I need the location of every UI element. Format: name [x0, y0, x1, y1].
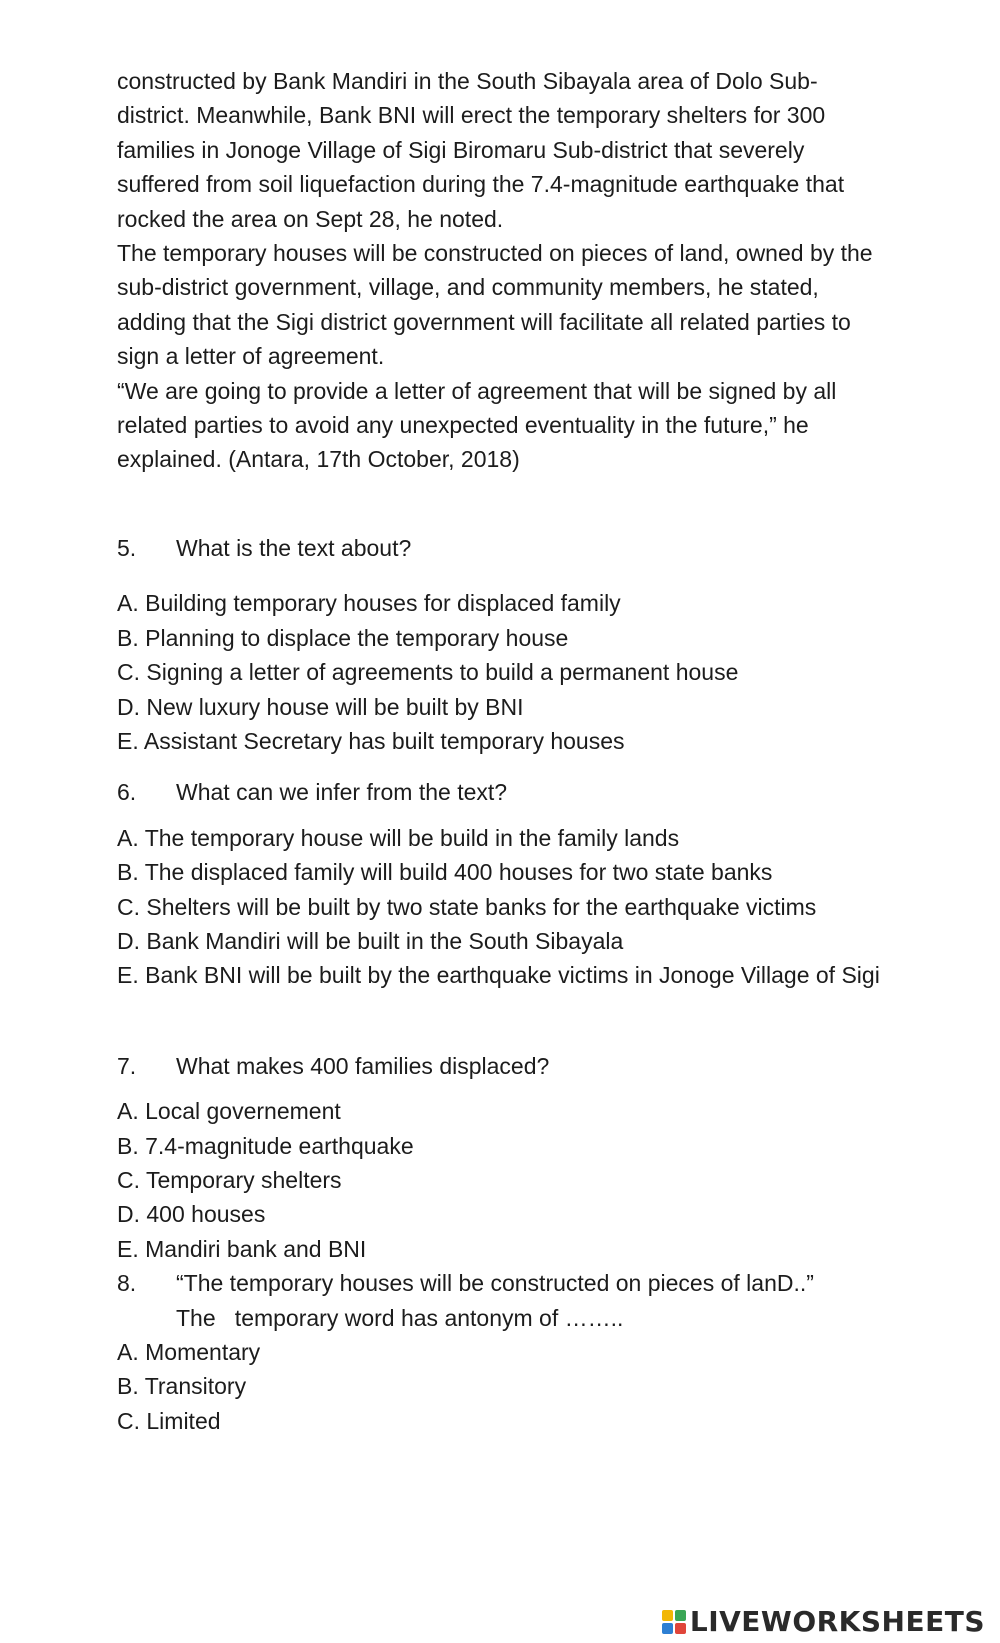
- question-quote: “The temporary houses will be constructed on pieces of lanD..”: [176, 1270, 814, 1297]
- question-8: [117, 1266, 887, 1438]
- passage-paragraph-1: constructed by Bank Mandiri in the South Sibayala area of Dolo Sub-district. Meanwhile, Bank BNI will erect the temporary shelters for 300 families in Jonoge Village of Sigi Biromaru Sub-district that severely suffered from soil liquefaction during the 7.4-magnitude earthquake that rocked the area on Sept 28, he noted.: [117, 68, 845, 232]
- question-8-options: [117, 1335, 887, 1438]
- question-text: The temporary word has antonym of ……..: [176, 1304, 624, 1331]
- option-5e[interactable]: E. Assistant Secretary has built temporary houses: [117, 727, 625, 754]
- logo-square-2: [675, 1610, 686, 1621]
- worksheet-page: [117, 64, 887, 1438]
- question-7-options: [117, 1094, 887, 1266]
- question-number: 5.: [117, 534, 137, 561]
- option-8c[interactable]: C. Limited: [117, 1407, 221, 1434]
- question-text: What can we infer from the text?: [176, 779, 508, 806]
- question-text: What is the text about?: [176, 534, 412, 561]
- question-number: 7.: [117, 1052, 137, 1079]
- option-5b[interactable]: B. Planning to displace the temporary house: [117, 624, 569, 651]
- option-6b[interactable]: B. The displaced family will build 400 houses for two state banks: [117, 859, 773, 886]
- option-7a[interactable]: A. Local governement: [117, 1098, 341, 1125]
- question-5-options: [117, 586, 887, 758]
- question-7-stem: [117, 1049, 887, 1083]
- question-text: What makes 400 families displaced?: [176, 1052, 550, 1079]
- option-7e[interactable]: E. Mandiri bank and BNI: [117, 1235, 367, 1262]
- logo-text: LIVEWORKSHEETS: [689, 1605, 985, 1638]
- option-8b[interactable]: B. Transitory: [117, 1373, 247, 1400]
- option-6d[interactable]: D. Bank Mandiri will be built in the South Sibayala: [117, 927, 624, 954]
- option-5a[interactable]: A. Building temporary houses for displaced family: [117, 590, 621, 617]
- question-number: 8.: [117, 1270, 137, 1297]
- question-5-stem: [117, 531, 887, 565]
- question-8-stem: [117, 1266, 887, 1335]
- question-number: 6.: [117, 779, 137, 806]
- liveworksheets-logo-icon: [662, 1610, 686, 1634]
- option-7d[interactable]: D. 400 houses: [117, 1201, 266, 1228]
- option-6e[interactable]: E. Bank BNI will be built by the earthquake victims in Jonoge Village of Sigi: [117, 962, 880, 989]
- reading-passage: [117, 64, 887, 477]
- question-6-options: [117, 821, 887, 993]
- logo-square-4: [675, 1623, 686, 1634]
- logo-square-3: [662, 1623, 673, 1634]
- question-6-stem: [117, 775, 887, 809]
- option-6c[interactable]: C. Shelters will be built by two state banks for the earthquake victims: [117, 893, 817, 920]
- logo-square-1: [662, 1610, 673, 1621]
- option-8a[interactable]: A. Momentary: [117, 1339, 261, 1365]
- passage-paragraph-3: “We are going to provide a letter of agreement that will be signed by all related parties to avoid any unexpected eventuality in the future,” he explained. (Antara, 17th October, 2018): [117, 377, 837, 473]
- option-5c[interactable]: C. Signing a letter of agreements to build a permanent house: [117, 659, 739, 686]
- option-7b[interactable]: B. 7.4-magnitude earthquake: [117, 1132, 414, 1159]
- question-6: [117, 775, 887, 992]
- option-7c[interactable]: C. Temporary shelters: [117, 1166, 342, 1193]
- passage-paragraph-2: The temporary houses will be constructed on pieces of land, owned by the sub-district government, village, and community members, he stated, adding that the Sigi district government will facilitate all related parties to sign a letter of agreement.: [117, 240, 873, 370]
- option-5d[interactable]: D. New luxury house will be built by BNI: [117, 693, 524, 720]
- question-7: [117, 1049, 887, 1266]
- liveworksheets-logo: [662, 1605, 985, 1638]
- option-6a[interactable]: A. The temporary house will be build in the family lands: [117, 824, 680, 851]
- question-5: [117, 531, 887, 758]
